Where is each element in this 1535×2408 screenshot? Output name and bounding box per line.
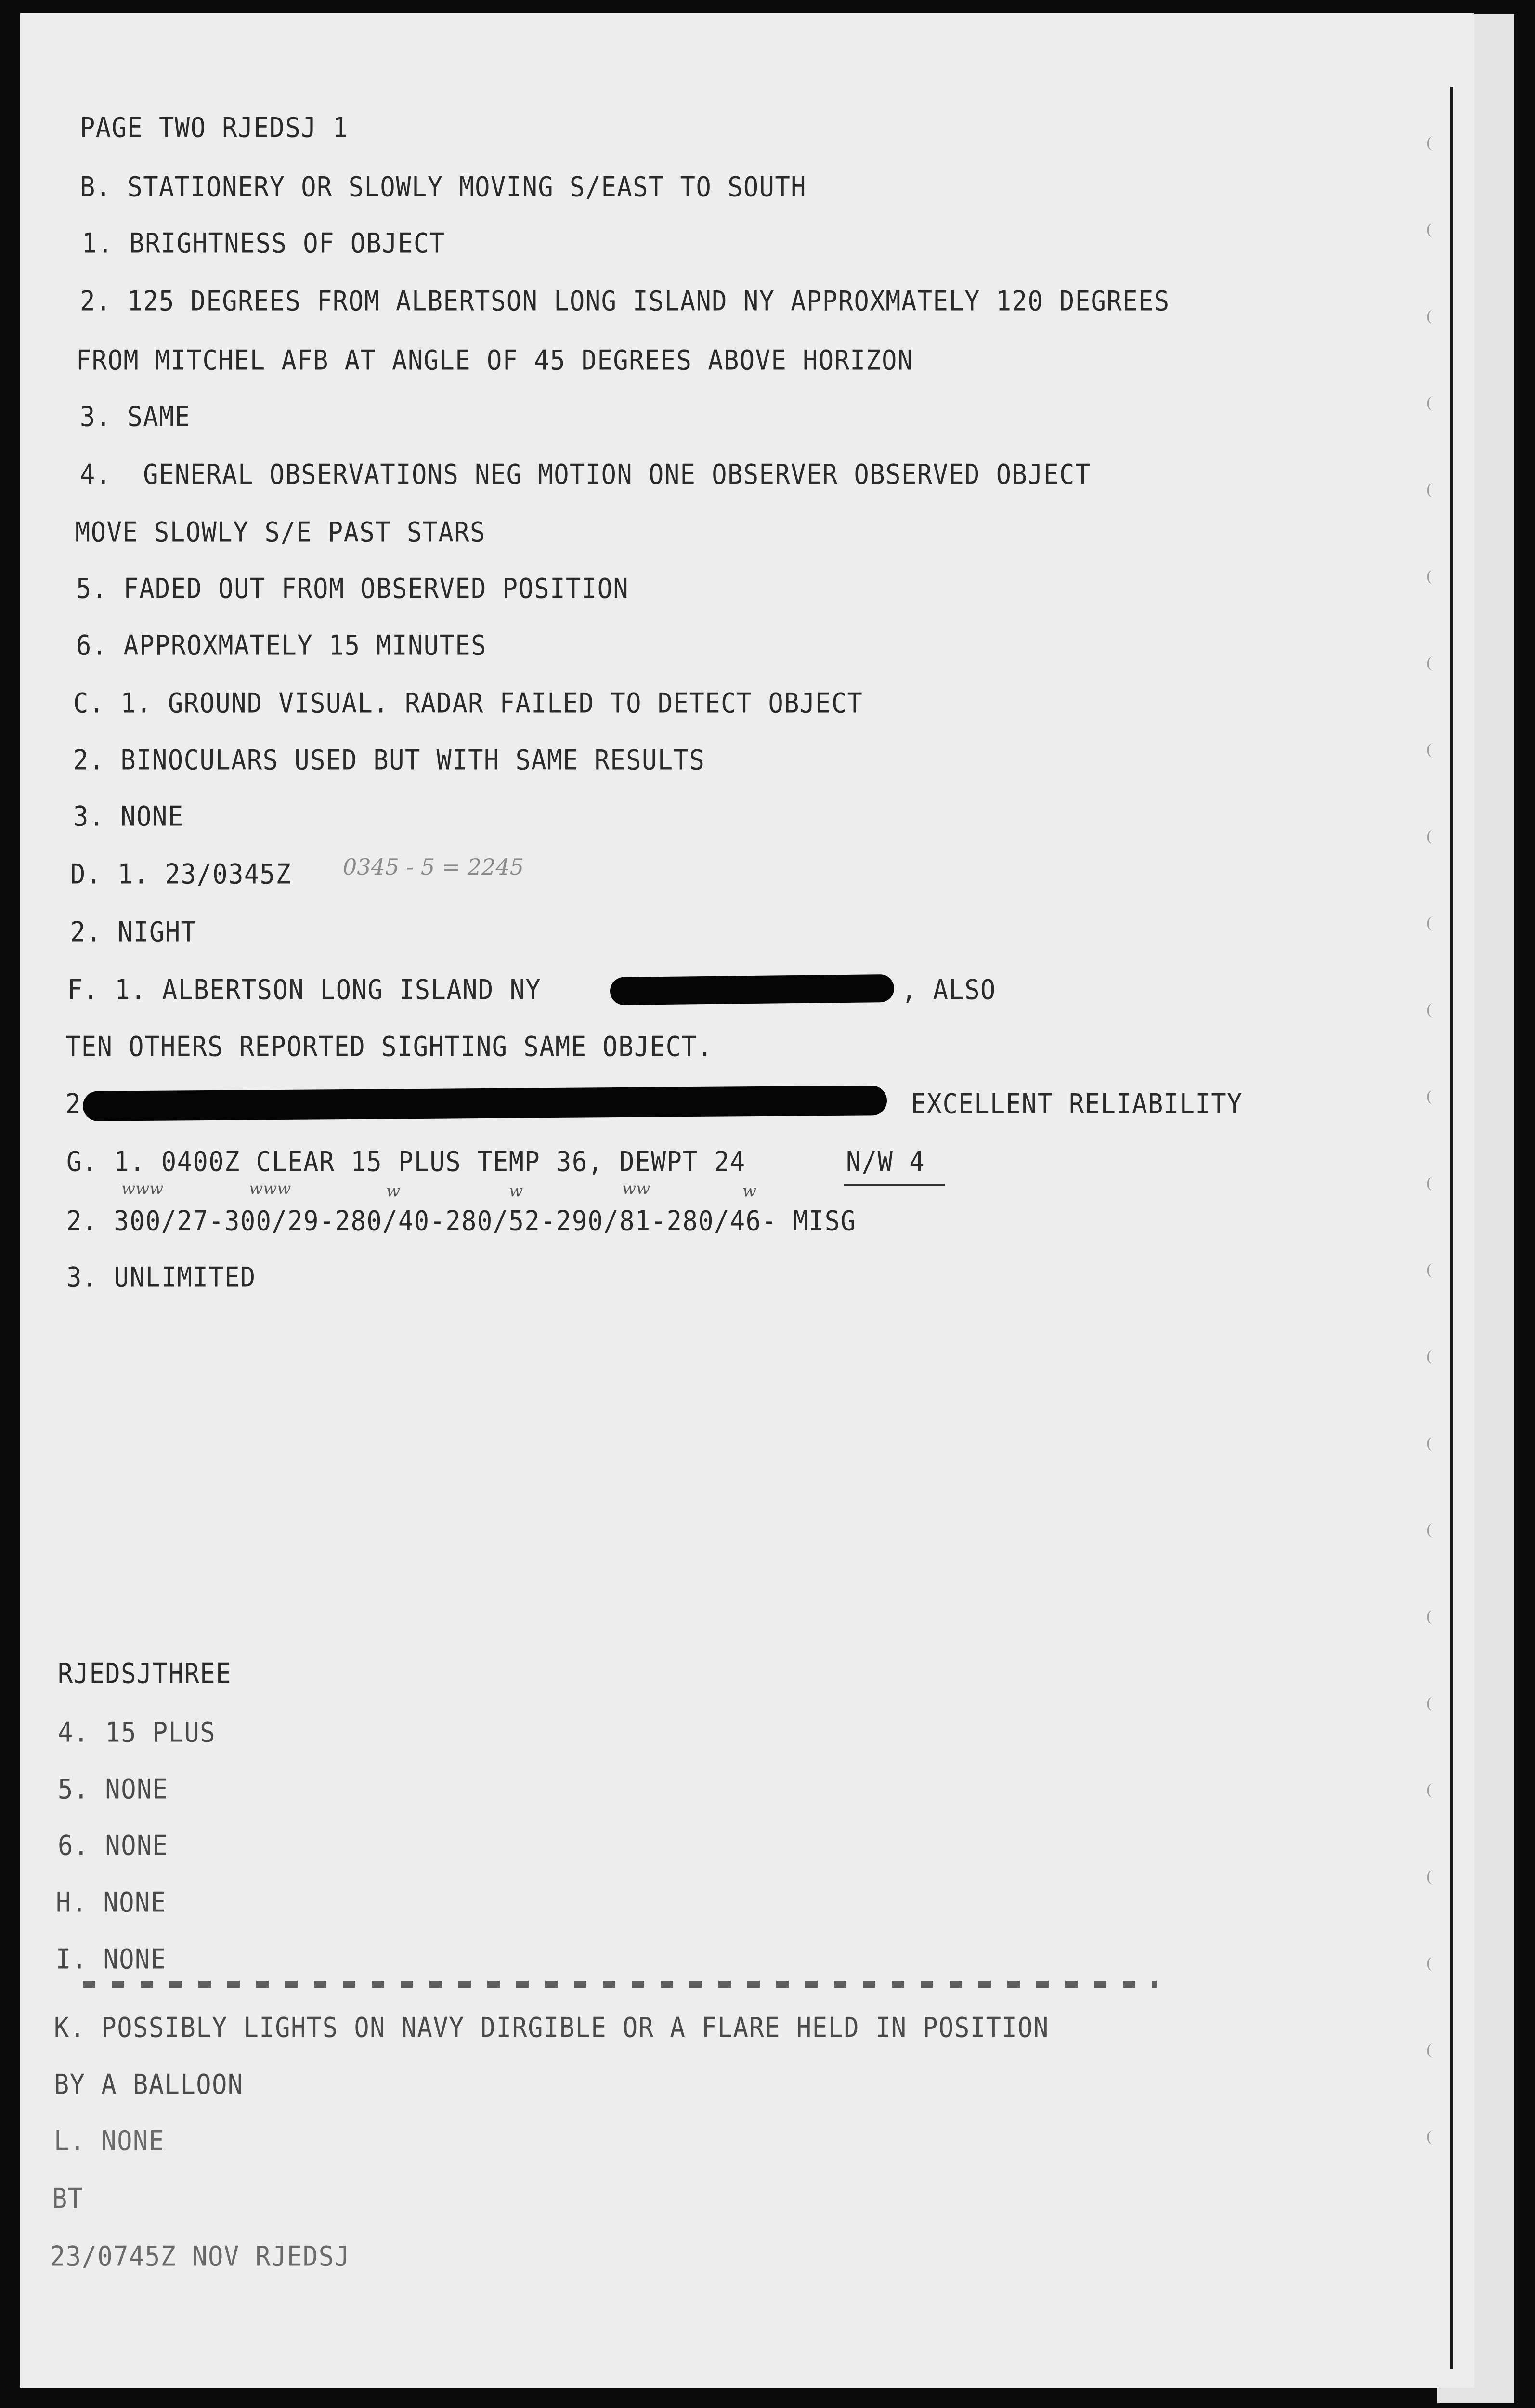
line-k: K. POSSIBLY LIGHTS ON NAVY DIRGIBLE OR A FLARE HELD IN POSITION: [54, 2012, 1049, 2044]
line-c-3: 3. NONE: [73, 801, 184, 833]
line-b-6: 6. APPROXMATELY 15 MINUTES: [76, 630, 487, 662]
line-i: I. NONE: [56, 1944, 167, 1976]
line-g-1: G. 1. 0400Z CLEAR 15 PLUS TEMP 36, DEWPT 24: [66, 1146, 762, 1178]
line-b-2: 2. 125 DEGREES FROM ALBERTSON LONG ISLAND NY APPROXMATELY 120 DEGREES: [80, 286, 1170, 317]
redaction-block: [83, 1086, 887, 1121]
line-d-2: 2. NIGHT: [70, 916, 197, 948]
closing-dtg: 23/0745Z NOV RJEDSJ: [50, 2241, 351, 2273]
line-k-cont: BY A BALLOON: [54, 2069, 244, 2101]
line-h: H. NONE: [56, 1887, 167, 1919]
page-three-header: RJEDSJTHREE: [58, 1658, 232, 1690]
line-f-1-cont: TEN OTHERS REPORTED SIGHTING SAME OBJECT.: [65, 1031, 714, 1063]
wind-underline: [844, 1184, 945, 1186]
line-bt: BT: [52, 2183, 84, 2215]
typewriter-smudge: [83, 1981, 1157, 1988]
line-f-1-end: , ALSO: [901, 974, 996, 1006]
line-f-1: F. 1. ALBERTSON LONG ISLAND NY: [67, 974, 542, 1006]
line-b-4: 4. GENERAL OBSERVATIONS NEG MOTION ONE OBSERVER OBSERVED OBJECT: [80, 459, 1091, 491]
line-g-3: 3. UNLIMITED: [66, 1262, 256, 1294]
line-c-2: 2. BINOCULARS USED BUT WITH SAME RESULTS: [73, 745, 705, 776]
line-b-4-cont: MOVE SLOWLY S/E PAST STARS: [75, 517, 486, 549]
wind-mark: w: [742, 1181, 757, 1201]
redaction-block: [610, 974, 895, 1005]
wind-mark: w: [386, 1181, 401, 1201]
line-c-1: C. 1. GROUND VISUAL. RADAR FAILED TO DETECT OBJECT: [73, 688, 863, 720]
document-page: [20, 13, 1474, 2388]
handwritten-time-note: 0345 - 5 = 2245: [343, 854, 524, 880]
line-f-2-end: EXCELLENT RELIABILITY: [911, 1088, 1243, 1120]
line-f-2-number: 2: [65, 1088, 81, 1120]
wind-mark: www: [121, 1179, 164, 1198]
wind-mark: ww: [622, 1179, 650, 1198]
line-b-5: 5. FADED OUT FROM OBSERVED POSITION: [76, 573, 629, 605]
line-b-1: 1. BRIGHTNESS OF OBJECT: [82, 228, 445, 260]
line-g-4: 4. 15 PLUS: [58, 1717, 216, 1749]
wind-mark: www: [249, 1179, 291, 1198]
page-edge-rule: [1450, 87, 1453, 2369]
line-b-3: 3. SAME: [80, 401, 191, 433]
page-header: PAGE TWO RJEDSJ 1: [80, 112, 349, 144]
wind-mark: w: [509, 1181, 523, 1201]
line-g-1-wind: N/W 4: [846, 1146, 925, 1178]
line-g-6: 6. NONE: [58, 1830, 169, 1862]
margin-perforation-marks: [1427, 13, 1442, 2388]
line-g-2: 2. 300/27-300/29-280/40-280/52-290/81-280/46- MISG: [66, 1205, 857, 1237]
line-g-5: 5. NONE: [58, 1774, 169, 1806]
line-d-1: D. 1. 23/0345Z: [70, 859, 292, 890]
line-b-2-cont: FROM MITCHEL AFB AT ANGLE OF 45 DEGREES ABOVE HORIZON: [76, 345, 913, 377]
line-l: L. NONE: [54, 2125, 165, 2157]
line-b: B. STATIONERY OR SLOWLY MOVING S/EAST TO SOUTH: [80, 171, 807, 203]
